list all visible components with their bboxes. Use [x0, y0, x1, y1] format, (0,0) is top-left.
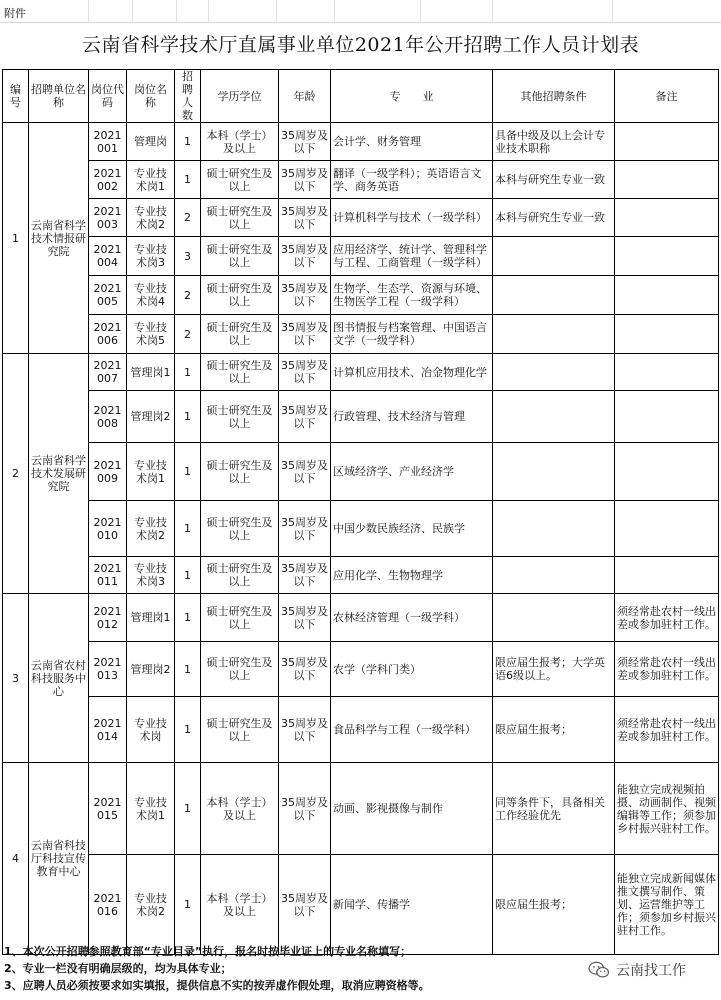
post-name: 管理岗2	[127, 391, 175, 443]
post-name: 专业技术岗4	[127, 276, 175, 315]
table-row	[3, 855, 719, 955]
other-conditions	[493, 594, 615, 642]
header-grid-row	[0, 0, 721, 23]
age-limit: 35周岁及以下	[279, 237, 331, 276]
other-conditions: 本科与研究生专业一致	[493, 199, 615, 237]
education: 硕士研究生及以上	[201, 642, 279, 697]
page-title: 云南省科学技术厅直属事业单位2021年公开招聘工作人员计划表	[81, 34, 640, 56]
post-count: 2	[175, 199, 201, 237]
other-conditions: 同等条件下，具备相关工作经验优先	[493, 763, 615, 855]
post-name: 管理岗2	[127, 642, 175, 697]
age-limit: 35周岁及以下	[279, 642, 331, 697]
table-row	[3, 697, 719, 763]
wechat-icon	[588, 961, 610, 979]
table-row	[3, 501, 719, 557]
education: 硕士研究生及以上	[201, 697, 279, 763]
post-code: 2021013	[89, 642, 127, 697]
remarks	[615, 391, 719, 443]
header-remarks: 备注	[615, 70, 719, 123]
table-row	[3, 315, 719, 354]
post-count: 1	[175, 697, 201, 763]
unit-number: 2	[3, 354, 29, 594]
education: 本科（学士）及以上	[201, 123, 279, 161]
remarks: 须经常赴农村一线出差或参加驻村工作。	[615, 642, 719, 697]
age-limit: 35周岁及以下	[279, 199, 331, 237]
post-name: 专业技术岗3	[127, 557, 175, 594]
post-count: 1	[175, 594, 201, 642]
major: 行政管理、技术经济与管理	[331, 391, 493, 443]
other-conditions: 具备中级及以上会计专业技术职称	[493, 123, 615, 161]
other-conditions: 限应届生报考；	[493, 855, 615, 955]
post-code: 2021006	[89, 315, 127, 354]
education: 硕士研究生及以上	[201, 237, 279, 276]
major: 农林经济管理（一级学科）	[331, 594, 493, 642]
education: 本科（学士）及以上	[201, 855, 279, 955]
age-limit: 35周岁及以下	[279, 763, 331, 855]
footnote-2: 2、专业一栏没有明确层级的，均为具体专业；	[4, 962, 232, 975]
header-post-code: 岗位代码	[89, 70, 127, 123]
header-education: 学历学位	[201, 70, 279, 123]
other-conditions	[493, 443, 615, 501]
table-row	[3, 557, 719, 594]
education: 硕士研究生及以上	[201, 161, 279, 199]
watermark	[588, 960, 686, 980]
major: 计算机应用技术、冶金物理化学	[331, 354, 493, 391]
post-code: 2021007	[89, 354, 127, 391]
post-code: 2021004	[89, 237, 127, 276]
unit-name: 云南省农村科技服务中心	[29, 594, 89, 763]
unit-number: 1	[3, 123, 29, 354]
post-count: 1	[175, 855, 201, 955]
education: 硕士研究生及以上	[201, 391, 279, 443]
header-count: 招聘人数	[175, 70, 201, 123]
education: 硕士研究生及以上	[201, 443, 279, 501]
post-name: 管理岗	[127, 123, 175, 161]
other-conditions: 本科与研究生专业一致	[493, 161, 615, 199]
age-limit: 35周岁及以下	[279, 391, 331, 443]
post-name: 专业技术岗2	[127, 199, 175, 237]
table-row	[3, 642, 719, 697]
post-count: 1	[175, 391, 201, 443]
post-count: 1	[175, 557, 201, 594]
post-count: 1	[175, 642, 201, 697]
other-conditions	[493, 391, 615, 443]
post-count: 1	[175, 443, 201, 501]
age-limit: 35周岁及以下	[279, 315, 331, 354]
education: 硕士研究生及以上	[201, 557, 279, 594]
age-limit: 35周岁及以下	[279, 594, 331, 642]
major: 应用经济学、统计学、管理科学与工程、工商管理（一级学科）	[331, 237, 493, 276]
post-code: 2021012	[89, 594, 127, 642]
table-row	[3, 354, 719, 391]
post-name: 专业技术岗	[127, 697, 175, 763]
table-row	[3, 123, 719, 161]
watermark-text: 云南找工作	[616, 963, 686, 979]
table-row	[3, 276, 719, 315]
remarks	[615, 237, 719, 276]
recruitment-plan-table	[2, 69, 719, 955]
post-name: 专业技术岗2	[127, 855, 175, 955]
unit-name: 云南省科学技术发展研究院	[29, 354, 89, 594]
other-conditions	[493, 237, 615, 276]
header-major: 专 业	[331, 70, 493, 123]
remarks	[615, 315, 719, 354]
age-limit: 35周岁及以下	[279, 443, 331, 501]
unit-number: 4	[3, 763, 29, 955]
age-limit: 35周岁及以下	[279, 501, 331, 557]
attachment-label: 附件	[4, 7, 26, 20]
footnotes	[4, 943, 430, 994]
remarks	[615, 557, 719, 594]
major: 区域经济学、产业经济学	[331, 443, 493, 501]
post-code: 2021008	[89, 391, 127, 443]
education: 硕士研究生及以上	[201, 276, 279, 315]
post-name: 专业技术岗1	[127, 443, 175, 501]
major: 新闻学、传播学	[331, 855, 493, 955]
education: 硕士研究生及以上	[201, 315, 279, 354]
unit-number: 3	[3, 594, 29, 763]
major: 会计学、财务管理	[331, 123, 493, 161]
unit-name: 云南省科学技术情报研究院	[29, 123, 89, 354]
table-row	[3, 161, 719, 199]
post-count: 1	[175, 123, 201, 161]
post-count: 1	[175, 763, 201, 855]
age-limit: 35周岁及以下	[279, 123, 331, 161]
post-name: 专业技术岗3	[127, 237, 175, 276]
header-number: 编号	[3, 70, 29, 123]
remarks	[615, 199, 719, 237]
header-other-conditions: 其他招聘条件	[493, 70, 615, 123]
post-code: 2021001	[89, 123, 127, 161]
major: 图书情报与档案管理、中国语言文学（一级学科）	[331, 315, 493, 354]
remarks: 能独立完成新闻媒体推文撰写制作、策划、运营维护等工作；须参加乡村振兴驻村工作。	[615, 855, 719, 955]
post-count: 2	[175, 276, 201, 315]
other-conditions	[493, 276, 615, 315]
remarks	[615, 354, 719, 391]
footnote-3: 3、应聘人员必须按要求如实填报，提供信息不实的按弄虚作假处理，取消应聘资格等。	[4, 979, 430, 992]
age-limit: 35周岁及以下	[279, 276, 331, 315]
major: 计算机科学与技术（一级学科）	[331, 199, 493, 237]
post-code: 2021016	[89, 855, 127, 955]
post-count: 2	[175, 315, 201, 354]
education: 硕士研究生及以上	[201, 354, 279, 391]
table-row	[3, 391, 719, 443]
age-limit: 35周岁及以下	[279, 161, 331, 199]
post-count: 1	[175, 161, 201, 199]
table-row	[3, 237, 719, 276]
remarks	[615, 443, 719, 501]
age-limit: 35周岁及以下	[279, 697, 331, 763]
post-code: 2021011	[89, 557, 127, 594]
remarks: 须经常赴农村一线出差或参加驻村工作。	[615, 594, 719, 642]
header-unit: 招聘单位名称	[29, 70, 89, 123]
major: 应用化学、生物物理学	[331, 557, 493, 594]
table-row	[3, 594, 719, 642]
remarks	[615, 501, 719, 557]
post-name: 专业技术岗5	[127, 315, 175, 354]
major: 食品科学与工程（一级学科）	[331, 697, 493, 763]
age-limit: 35周岁及以下	[279, 557, 331, 594]
major: 中国少数民族经济、民族学	[331, 501, 493, 557]
remarks	[615, 161, 719, 199]
post-code: 2021005	[89, 276, 127, 315]
remarks	[615, 123, 719, 161]
education: 本科（学士）及以上	[201, 763, 279, 855]
other-conditions	[493, 557, 615, 594]
post-count: 1	[175, 354, 201, 391]
table-row	[3, 443, 719, 501]
post-code: 2021003	[89, 199, 127, 237]
age-limit: 35周岁及以下	[279, 855, 331, 955]
remarks: 须经常赴农村一线出差或参加驻村工作。	[615, 697, 719, 763]
post-name: 专业技术岗2	[127, 501, 175, 557]
other-conditions	[493, 315, 615, 354]
education: 硕士研究生及以上	[201, 594, 279, 642]
table-row	[3, 199, 719, 237]
remarks: 能独立完成视频拍摄、动画制作、视频编辑等工作；须参加乡村振兴驻村工作。	[615, 763, 719, 855]
post-code: 2021014	[89, 697, 127, 763]
other-conditions: 限应届生报考；	[493, 697, 615, 763]
unit-name: 云南省科技厅科技宣传教育中心	[29, 763, 89, 955]
post-name: 专业技术岗1	[127, 161, 175, 199]
post-code: 2021010	[89, 501, 127, 557]
header-age: 年龄	[279, 70, 331, 123]
other-conditions	[493, 354, 615, 391]
post-name: 专业技术岗1	[127, 763, 175, 855]
education: 硕士研究生及以上	[201, 199, 279, 237]
other-conditions	[493, 501, 615, 557]
post-code: 2021002	[89, 161, 127, 199]
major: 生物学、生态学、资源与环境、生物医学工程（一级学科）	[331, 276, 493, 315]
footnote-1: 1、本次公开招聘参照教育部“专业目录”执行，报名时按毕业证上的专业名称填写；	[4, 945, 412, 958]
table-header-row	[3, 70, 719, 123]
major: 农学（学科门类）	[331, 642, 493, 697]
major: 翻译（一级学科）；英语语言文学、商务英语	[331, 161, 493, 199]
other-conditions: 限应届生报考；大学英语6级以上。	[493, 642, 615, 697]
education: 硕士研究生及以上	[201, 501, 279, 557]
post-code: 2021009	[89, 443, 127, 501]
post-count: 1	[175, 501, 201, 557]
post-name: 管理岗1	[127, 594, 175, 642]
major: 动画、影视摄像与制作	[331, 763, 493, 855]
post-name: 管理岗1	[127, 354, 175, 391]
header-post-name: 岗位名称	[127, 70, 175, 123]
post-code: 2021015	[89, 763, 127, 855]
remarks	[615, 276, 719, 315]
table-row	[3, 763, 719, 855]
post-count: 3	[175, 237, 201, 276]
age-limit: 35周岁及以下	[279, 354, 331, 391]
